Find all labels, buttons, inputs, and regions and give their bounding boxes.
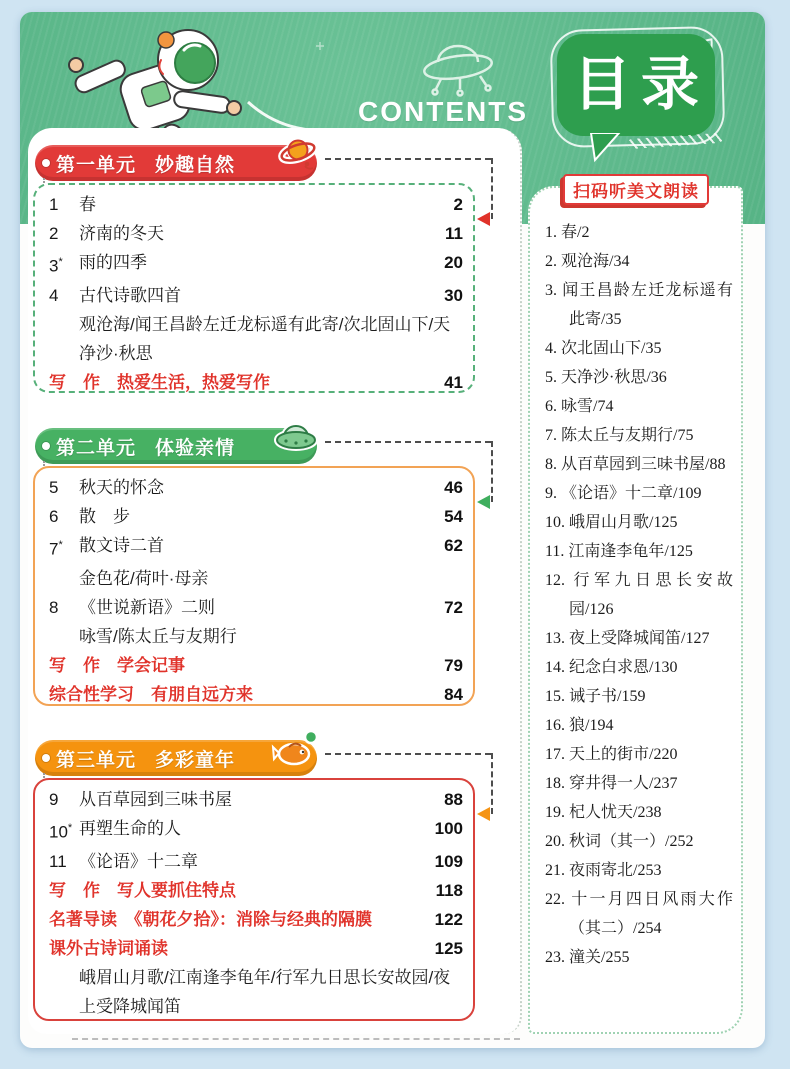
banner-dot: [42, 442, 50, 450]
audio-list-item[interactable]: 4. 次北固山下/35: [545, 340, 662, 357]
arrow-head: [477, 807, 490, 821]
audio-list-item[interactable]: 3. 闻王昌龄左迁龙标遥有此寄/35: [545, 282, 733, 328]
unit-banner: [35, 145, 317, 181]
toc-row[interactable]: [49, 934, 463, 963]
arrow-vertical: [491, 441, 493, 502]
banner-dot: [42, 159, 50, 167]
entry-title: 再塑生命的人: [79, 819, 181, 838]
audio-list-item[interactable]: 15. 诫子书/159: [545, 688, 646, 705]
unit-label: 第二单元: [56, 437, 137, 459]
audio-list-item[interactable]: 16. 狼/194: [545, 717, 614, 734]
arrow-vertical: [491, 158, 493, 219]
lesson-number: 1: [49, 195, 59, 214]
page-number: 62: [444, 536, 463, 555]
lesson-number: 6: [49, 507, 59, 526]
toc-row[interactable]: [49, 248, 463, 281]
card-bottom-stitch: [72, 1038, 520, 1040]
page-number: 79: [444, 655, 463, 675]
lesson-number: 2: [49, 224, 59, 243]
page-number: 88: [444, 790, 463, 809]
audio-list-item[interactable]: 14. 纪念白求恩/130: [545, 659, 678, 676]
audio-list-item[interactable]: 21. 夜雨寄北/253: [545, 862, 662, 879]
page-title: 目录: [572, 52, 709, 117]
entry-title: 雨的四季: [79, 253, 147, 272]
toc-row[interactable]: [49, 680, 463, 709]
entry-title: 写 作 学会记事: [49, 655, 185, 675]
bubble-tail: [583, 133, 625, 163]
lesson-number: 11: [49, 851, 67, 871]
toc-row[interactable]: [49, 876, 463, 905]
page-number: 46: [444, 478, 463, 497]
audio-list-item[interactable]: 1. 春/2: [545, 224, 590, 241]
audio-sidebar: [528, 182, 743, 1034]
entry-title: 峨眉山月歌/江南逢李龟年/行军九日思长安故园/夜上受降城闻笛: [79, 967, 451, 1016]
toc-row[interactable]: [49, 593, 463, 622]
toc-row[interactable]: [49, 905, 463, 934]
unit-contents-box: [33, 183, 475, 393]
ufo-doodle-icon: [423, 46, 493, 95]
lesson-number: 5: [49, 478, 59, 497]
arrow-vertical: [491, 753, 493, 814]
contents-heading: CONTENTS: [358, 96, 528, 127]
unit-contents-box: [33, 466, 475, 706]
entry-title: 《论语》十二章: [79, 851, 198, 871]
audio-section-badge: [563, 174, 709, 205]
page-number: 20: [444, 253, 463, 272]
arrow-horizontal: [325, 441, 491, 443]
lesson-number: 3*: [49, 256, 63, 276]
audio-list-item[interactable]: 17. 天上的街市/220: [545, 746, 678, 763]
toc-row[interactable]: [49, 190, 463, 219]
toc-row[interactable]: [49, 814, 463, 847]
entry-title: 《世说新语》二则: [79, 597, 215, 617]
toc-row[interactable]: [49, 847, 463, 876]
entry-title: 从百草园到三味书屋: [79, 790, 232, 809]
page-number: 11: [445, 224, 463, 243]
entry-title: 散 步: [79, 507, 130, 526]
lesson-number: 10*: [49, 822, 73, 842]
entry-title: 散文诗二首: [79, 536, 164, 555]
arrow-horizontal: [325, 753, 491, 755]
toc-row[interactable]: [49, 785, 463, 814]
lesson-number: 8: [49, 597, 59, 617]
entry-title: 课外古诗词诵读: [49, 938, 168, 958]
entry-title: 济南的冬天: [79, 224, 164, 243]
page-number: 125: [434, 938, 463, 958]
unit-title: 妙趣自然: [155, 154, 236, 176]
page-number: 72: [444, 597, 463, 617]
toc-subentries[interactable]: [49, 310, 463, 368]
title-bubble: [557, 34, 715, 136]
audio-list-item[interactable]: 6. 咏雪/74: [545, 398, 614, 415]
audio-list-item[interactable]: 22. 十一月四日风雨大作（其二）/254: [545, 891, 733, 937]
entry-title: 春: [79, 195, 96, 214]
audio-list-item[interactable]: 7. 陈太丘与友期行/75: [545, 427, 694, 444]
entry-title: 综合性学习 有朋自远方来: [49, 684, 253, 704]
unit-label: 第一单元: [56, 154, 137, 176]
toc-row[interactable]: [49, 368, 463, 397]
page-number: 122: [434, 909, 463, 929]
planet-satellite-icon: [275, 132, 321, 176]
audio-list-item[interactable]: 8. 从百草园到三味书屋/88: [545, 456, 726, 473]
arrow-head: [477, 212, 490, 226]
page-number: 2: [453, 195, 463, 214]
main-card: [28, 128, 522, 1034]
audio-list-item[interactable]: 5. 天净沙·秋思/36: [545, 369, 667, 386]
page-number: 84: [444, 684, 463, 704]
audio-list: [530, 218, 741, 972]
entry-title: 秋天的怀念: [79, 478, 164, 497]
lesson-number: 4: [49, 285, 59, 305]
unit-label: 第三单元: [56, 749, 137, 771]
page-number: 30: [444, 285, 463, 305]
audio-list-item[interactable]: 9. 《论语》十二章/109: [545, 485, 702, 502]
audio-list-item[interactable]: 23. 潼关/255: [545, 949, 630, 966]
entry-title: 观沧海/闻王昌龄左迁龙标遥有此寄/次北固山下/天净沙·秋思: [79, 314, 451, 363]
audio-list-item[interactable]: 12. 行军九日思长安故园/126: [545, 572, 733, 618]
toc-row[interactable]: [49, 651, 463, 680]
toc-subentries[interactable]: [49, 963, 463, 1021]
toc-subentries[interactable]: [49, 564, 463, 593]
page-number: 118: [435, 880, 463, 900]
arrow-horizontal: [325, 158, 491, 160]
toc-row[interactable]: [49, 473, 463, 502]
entry-title: 写 作 热爱生活，热爱写作: [49, 372, 270, 392]
unit-title: 体验亲情: [155, 437, 236, 459]
lesson-number: 7*: [49, 539, 63, 559]
page-number: 54: [444, 507, 463, 526]
arrow-head: [477, 495, 490, 509]
fish-icon: [271, 727, 321, 771]
audio-list-item[interactable]: 20. 秋词（其一）/252: [545, 833, 694, 850]
toc-subentries[interactable]: [49, 622, 463, 651]
unit-banner: [35, 740, 317, 776]
toc-row[interactable]: [49, 281, 463, 310]
toc-row[interactable]: [49, 502, 463, 531]
book-page: [20, 12, 765, 1048]
page-number: 100: [434, 819, 463, 838]
audio-list-item[interactable]: 10. 峨眉山月歌/125: [545, 514, 678, 531]
audio-list-item[interactable]: 19. 杞人忧天/238: [545, 804, 662, 821]
audio-list-item[interactable]: 18. 穿井得一人/237: [545, 775, 678, 792]
entry-title: 咏雪/陈太丘与友期行: [79, 626, 237, 646]
entry-title: 金色花/荷叶·母亲: [79, 568, 209, 588]
page-number: 41: [444, 372, 463, 392]
entry-title: 名著导读 《朝花夕拾》：消除与经典的隔膜: [49, 909, 372, 929]
audio-section-title: 扫码听美文朗读: [573, 182, 699, 201]
page-number: 109: [434, 851, 463, 871]
toc-row[interactable]: [49, 219, 463, 248]
audio-list-item[interactable]: 11. 江南逢李龟年/125: [545, 543, 693, 560]
entry-title: 古代诗歌四首: [79, 285, 181, 305]
toc-row[interactable]: [49, 531, 463, 564]
unit-contents-box: [33, 778, 475, 1021]
ufo-icon: [271, 415, 321, 459]
unit-title: 多彩童年: [155, 749, 236, 771]
audio-list-item[interactable]: 13. 夜上受降城闻笛/127: [545, 630, 710, 647]
banner-dot: [42, 754, 50, 762]
entry-title: 写 作 写人要抓住特点: [49, 880, 236, 900]
audio-list-item[interactable]: 2. 观沧海/34: [545, 253, 630, 270]
unit-banner: [35, 428, 317, 464]
lesson-number: 9: [49, 790, 59, 809]
